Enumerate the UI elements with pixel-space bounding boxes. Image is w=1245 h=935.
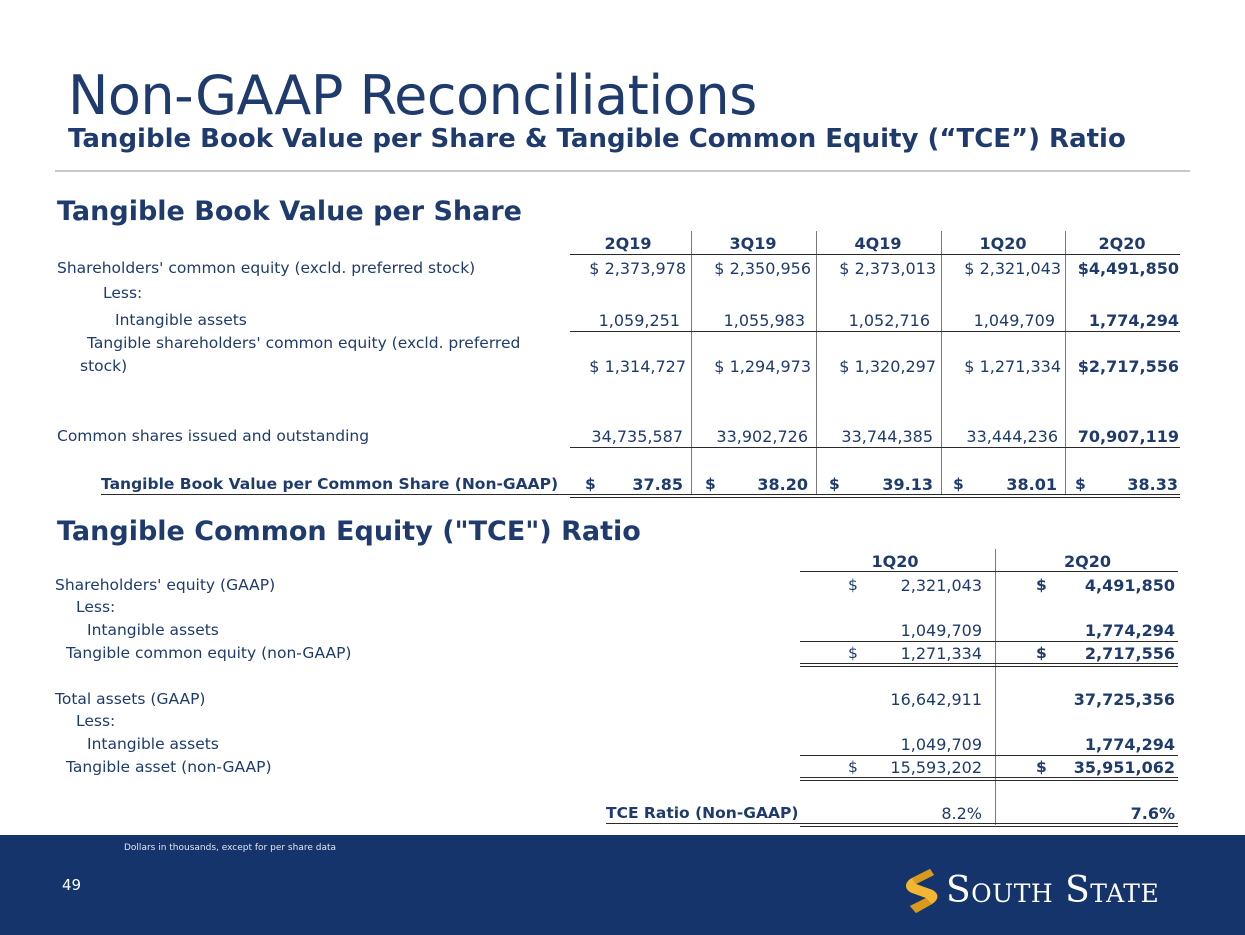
tce-label-less: Less: [76, 712, 116, 730]
tce-cell: 2,321,043 [900, 576, 982, 595]
tce-total-underline [606, 823, 1178, 824]
tbv-label-intangibles: Intangible assets [115, 311, 247, 329]
tce-header-underline [800, 571, 1178, 572]
tbv-cell: 38.20 [757, 475, 808, 494]
tbv-total-double-underline [570, 497, 1180, 498]
tce-section-title: Tangible Common Equity ("TCE") Ratio [57, 516, 641, 547]
tbv-cell: 1,049,709 [973, 311, 1055, 330]
tce-label-tangible-assets: Tangible asset (non-GAAP) [66, 758, 272, 776]
tce-cell: 1,774,294 [1084, 621, 1175, 640]
tce-label-tce: Tangible common equity (non-GAAP) [66, 644, 352, 662]
tce-subtotal-line [800, 641, 1178, 642]
tbv-cell: 1,059,251 [598, 311, 680, 330]
tbv-section-title: Tangible Book Value per Share [57, 196, 522, 227]
tbv-currency: $ [705, 475, 716, 493]
tbv-label-less: Less: [103, 284, 143, 302]
tce-col-divider [995, 549, 996, 825]
tce-label-intangibles: Intangible assets [87, 735, 219, 753]
tce-col-header: 1Q20 [871, 552, 919, 571]
tbv-cell: $4,491,850 [1077, 259, 1179, 278]
tbv-label-tangible-equity-cont: stock) [80, 357, 128, 375]
page-number: 49 [62, 876, 82, 894]
tbv-label-shares: Common shares issued and outstanding [57, 427, 370, 445]
tbv-cell: 33,444,236 [966, 427, 1058, 446]
tbv-cell: 37.85 [632, 475, 683, 494]
tbv-cell: $ 1,271,334 [964, 357, 1061, 376]
tce-cell: 35,951,062 [1073, 758, 1175, 777]
tbv-label-tangible-equity: Tangible shareholders' common equity (excld. preferred [87, 334, 521, 352]
tbv-cell: $2,717,556 [1077, 357, 1179, 376]
tce-subtotal-underline [800, 663, 1178, 664]
tce-label-total-assets: Total assets (GAAP) [55, 690, 206, 708]
company-logo: South State [946, 870, 1160, 911]
tbv-cell: 34,735,587 [591, 427, 683, 446]
tbv-cell: 1,055,983 [723, 311, 805, 330]
tbv-subtotal-line [570, 447, 1180, 448]
tbv-col-header: 2Q19 [604, 234, 652, 253]
tce-total-double-underline [800, 826, 1178, 827]
tce-currency: $ [848, 644, 858, 662]
tce-label-less: Less: [76, 598, 116, 616]
tbv-cell: 33,902,726 [716, 427, 808, 446]
tce-col-header: 2Q20 [1064, 552, 1111, 571]
tbv-col-divider [691, 231, 692, 495]
tbv-col-header: 3Q19 [729, 234, 777, 253]
tce-label-equity: Shareholders' equity (GAAP) [55, 576, 276, 594]
tbv-col-divider [941, 231, 942, 495]
tce-cell: 1,049,709 [900, 735, 982, 754]
tbv-cell: 1,052,716 [848, 311, 930, 330]
tbv-cell: $ 1,294,973 [714, 357, 811, 376]
title-divider [55, 170, 1190, 172]
tbv-col-header: 1Q20 [979, 234, 1027, 253]
tbv-label-tbvps: Tangible Book Value per Common Share (Non-GAAP) [101, 475, 559, 493]
tce-subtotal-double-underline [800, 666, 1178, 667]
tce-currency: $ [1036, 758, 1047, 776]
tbv-header-underline [570, 254, 1180, 255]
tbv-cell: 1,774,294 [1088, 311, 1179, 330]
tbv-currency: $ [585, 475, 596, 493]
tce-cell: 4,491,850 [1084, 576, 1175, 595]
tbv-col-divider [1065, 231, 1066, 495]
tbv-col-header: 4Q19 [854, 234, 902, 253]
tbv-cell: $ 2,350,956 [714, 259, 811, 278]
tbv-cell: $ 2,373,978 [589, 259, 686, 278]
tce-cell: 37,725,356 [1073, 690, 1175, 709]
s-ribbon-icon [900, 866, 940, 916]
tce-currency: $ [1036, 644, 1047, 662]
tce-label-intangibles: Intangible assets [87, 621, 219, 639]
tce-cell: 1,774,294 [1084, 735, 1175, 754]
tce-cell: 1,271,334 [900, 644, 982, 663]
tce-cell: 16,642,911 [890, 690, 982, 709]
tbv-cell: $ 2,373,013 [839, 259, 936, 278]
tbv-cell: 70,907,119 [1077, 427, 1179, 446]
tbv-cell: 33,744,385 [841, 427, 933, 446]
tce-label-ratio: TCE Ratio (Non-GAAP) [606, 804, 799, 822]
tbv-total-underline [101, 494, 1180, 495]
tbv-cell: $ 1,320,297 [839, 357, 936, 376]
tbv-col-divider [816, 231, 817, 495]
tbv-subtotal-line [570, 331, 1180, 332]
tbv-cell: 39.13 [882, 475, 933, 494]
tbv-currency: $ [953, 475, 964, 493]
tbv-cell: 38.01 [1006, 475, 1057, 494]
tce-cell: 2,717,556 [1084, 644, 1175, 663]
tbv-currency: $ [829, 475, 840, 493]
footer-note: Dollars in thousands, except for per share data [124, 843, 337, 853]
tbv-col-header: 2Q20 [1098, 234, 1146, 253]
page-subtitle: Tangible Book Value per Share & Tangible Common Equity (“TCE”) Ratio [68, 124, 1126, 154]
tbv-cell: 38.33 [1127, 475, 1178, 494]
tce-currency: $ [1036, 576, 1047, 594]
tce-subtotal-underline [800, 777, 1178, 778]
tce-cell: 1,049,709 [900, 621, 982, 640]
page-title: Non-GAAP Reconciliations [68, 64, 757, 127]
tbv-currency: $ [1075, 475, 1086, 493]
tce-subtotal-line [800, 755, 1178, 756]
tbv-cell: $ 2,321,043 [964, 259, 1061, 278]
tce-subtotal-double-underline [800, 780, 1178, 781]
tce-cell: 8.2% [941, 804, 982, 823]
tce-currency: $ [848, 758, 858, 776]
tce-cell: 7.6% [1130, 804, 1175, 823]
tce-currency: $ [848, 576, 858, 594]
tbv-label-equity: Shareholders' common equity (excld. preferred stock) [57, 259, 476, 277]
tbv-cell: $ 1,314,727 [589, 357, 686, 376]
tce-cell: 15,593,202 [890, 758, 982, 777]
